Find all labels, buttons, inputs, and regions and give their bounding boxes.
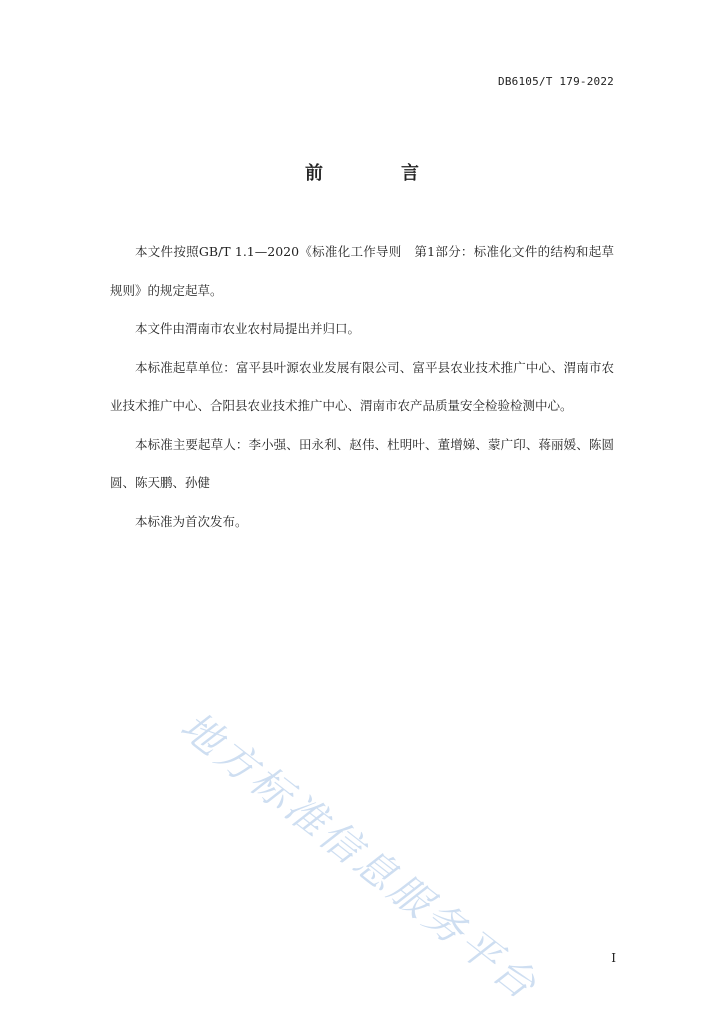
paragraph-drafting-rules: 本文件按照GB/T 1.1—2020《标准化工作导则 第1部分：标准化文件的结构和起草规则》的规定起草。 bbox=[110, 244, 614, 298]
page-number: I bbox=[611, 951, 616, 965]
page-title: 前 言 bbox=[305, 163, 449, 184]
paragraph-proposer: 本文件由渭南市农业农村局提出并归口。 bbox=[135, 321, 361, 336]
standard-code-header: DB6105/T 179-2022 bbox=[498, 75, 614, 88]
foreword-body bbox=[110, 233, 614, 541]
paragraph-first-release: 本标准为首次发布。 bbox=[135, 513, 248, 529]
watermark: 地方标准信息服务平台 bbox=[171, 703, 547, 1011]
paragraph-drafting-units: 本标准起草单位：富平县叶源农业发展有限公司、富平县农业技术推广中心、渭南市农业技术推广中心、合阳县农业技术推广中心、渭南市农产品质量安全检验检测中心。 bbox=[110, 359, 614, 413]
paragraph-drafters: 本标准主要起草人：李小强、田永利、赵伟、杜明叶、董增娣、蒙广印、蒋丽媛、陈圆圆、陈天鹏、孙健 bbox=[110, 436, 614, 490]
